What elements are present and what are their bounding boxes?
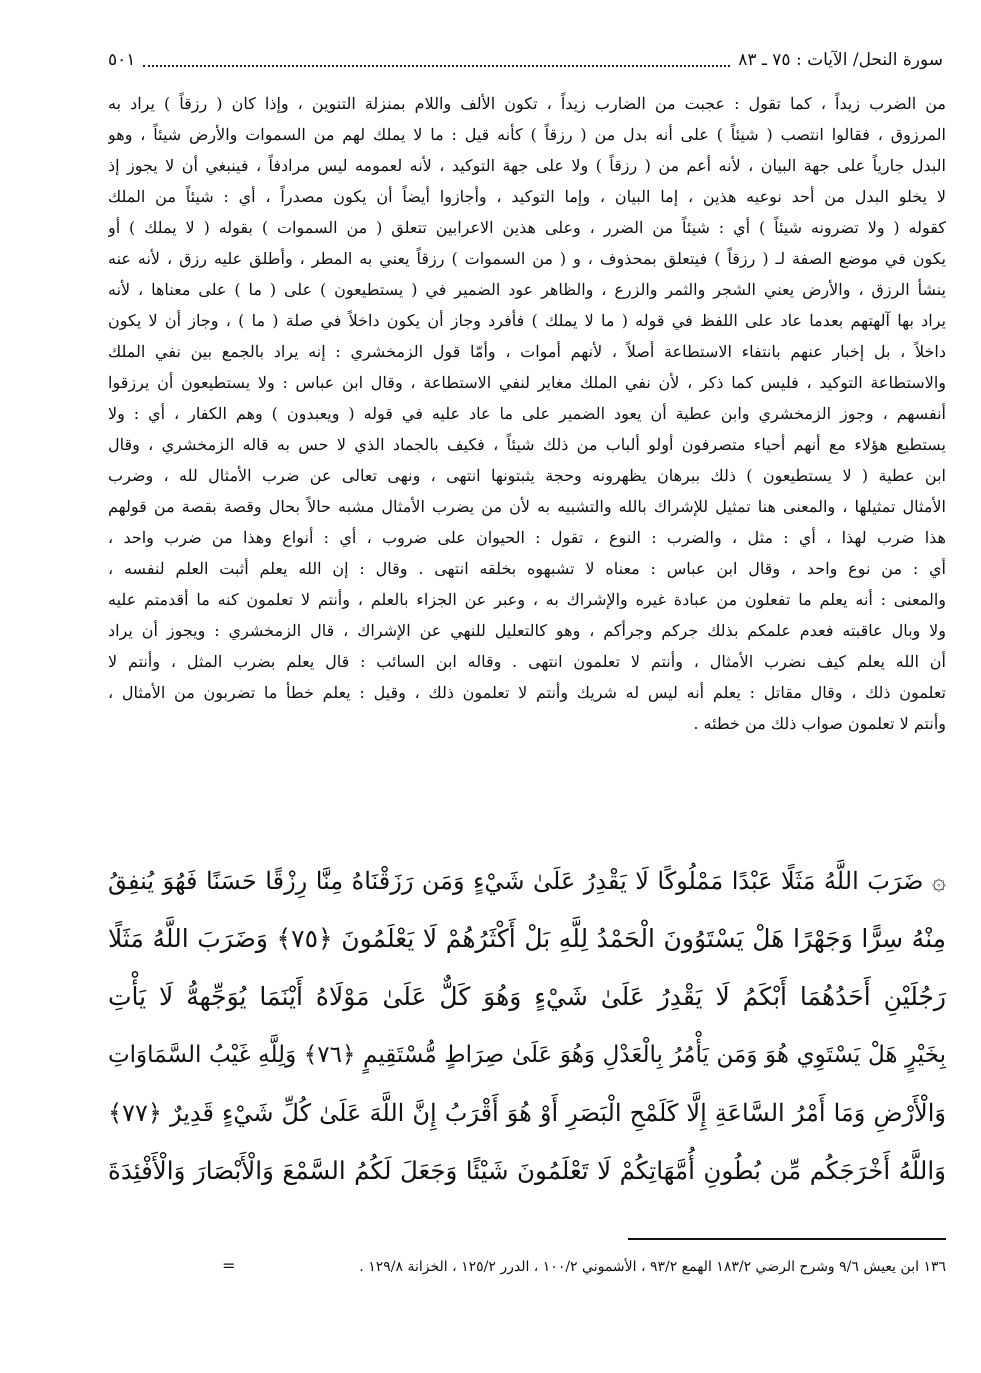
text-line: لا يخلو البدل من أحد نوعيه هذين ، إما البيان ، وإما التوكيد ، وأجازوا أيضاً أن يكون مصدراً ، أي : شيئاً من الملك [108, 187, 946, 206]
text-line: داخلاً ، بل إخبار عنهم بانتفاء الاستطاعة أصلاً ، لأنهم أموات ، وأمّا قول الزمخشري : إنه يراد بالجمع بين نفي الملك [108, 342, 946, 361]
footnote-divider [628, 1238, 946, 1240]
text-line: الأمثال تمثيلها ، والمعنى هنا تمثيل للإشراك بالله والتشبيه به لأن من يضرب الأمثال مشبه حالاً بحال وقصة بقصة من قولهم [108, 497, 946, 516]
text-line: يكون في موضع الصفة لـ ( رزقاً ) فيتعلق بمحذوف ، و ( من السموات ) رزقاً يعني به المطر ، وأطلق عليه رزق ، لأنه عنه [108, 249, 946, 268]
text-line: والمعنى : أنه يعلم ما تفعلون من عبادة غيره والإشراك به ، وعبر عن الجزاء بالعلم ، وأنتم لا تعلمون كنه ما أقدمتم عليه [108, 590, 946, 609]
text-line: البدل جارياً على جهة البيان ، لأنه أعم من ( رزقاً ) ولا على جهة التوكيد ، لأنه لعمومه ليس مرادفاً ، فينبغي أن لا يجوز إذ [108, 156, 946, 175]
text-line: والاستطاعة التوكيد ، فليس كما ذكر ، لأن نفي الملك مغاير لنفي الاستطاعة ، وقال ابن عباس : ولا يستطيعون أن يرزقوا [108, 373, 946, 392]
verse-line: وَالْأَرْضِ وَمَا أَمْرُ السَّاعَةِ إِلَّا كَلَمْحِ الْبَصَرِ أَوْ هُوَ أَقْرَبُ إِنَّ اللَّهَ عَلَىٰ كُلِّ شَيْءٍ قَدِيرٌ ﴿٧٧﴾ [108, 1099, 946, 1127]
text-line: من الضرب زيداً ، كما تقول : عجبت من الضارب زيداً ، تكون الألف واللام بمنزلة التنوين ، وإذا كان ( رزقاً ) يراد به [108, 94, 946, 113]
text-line: أن الله يعلم كيف نضرب الأمثال ، وأنتم لا تعلمون انتهى . وقاله ابن السائب : قال يعلم بضرب المثل ، وأنتم لا [108, 652, 946, 671]
text-line: ابن عطية ( لا يستطيعون ) ذلك ببرهان يظهرونه وحجة يثبتونها انتهى ، ونهى تعالى عن ضرب الأمثال لله ، وضرب [108, 466, 946, 485]
footnote: ١٣٦ ابن يعيش ٩/٦ وشرح الرضي ١٨٣/٢ الهمع ٩٣/٢ ، الأشموني ١٠٠/٢ ، الدرر ١٢٥/٢ ، الخزانة ١٢٩/٨ . [359, 1259, 946, 1275]
text-line: المرزوق ، فقالوا انتصب ( شيئاً ) على أنه بدل من ( رزقاً ) كأنه قيل : ما لا يملك لهم من السموات والأرض شيئاً ، وهو [108, 125, 946, 144]
text-line: يستطيع هؤلاء مع أنهم أحياء متصرفون أولو ألباب من ذلك شيئاً ، فكيف بالجماد الذي لا حس به قاله الزمخشري ، وقال [108, 435, 946, 454]
text-line: كقوله ( ولا تضرونه شيئاً ) أي : شيئاً من الضرر ، وعلى هذين الاعرابين تتعلق ( من السموات ) بقوله ( لا يملك ) أو [108, 218, 946, 237]
page-number: ٥٠١ [108, 50, 136, 70]
commentary-text [108, 88, 946, 739]
page-header [108, 38, 943, 82]
text-line: أي : من نوع واحد ، وقال ابن عباس : معناه لا تشبهوه بخلقه انتهى . وقال : إن الله يعلم أثبت العلم لنفسه ، [108, 559, 946, 578]
text-line: يراد بها آلهتهم بعدما عاد على اللفظ في قوله ( ما لا يملك ) فأفرد وجاز أن يكون داخلاً في صلة ( ما ) ، وجاز أن لا يكون [108, 311, 946, 330]
verse-line: بِخَيْرٍ هَلْ يَسْتَوِي هُوَ وَمَن يَأْمُرُ بِالْعَدْلِ وَهُوَ عَلَىٰ صِرَاطٍ مُّسْتَقِيمٍ ﴿٧٦﴾ وَلِلَّهِ غَيْبُ السَّمَاوَاتِ [108, 1042, 946, 1068]
chapter-title: سورة النحل/ الآيات : ٧٥ ـ ٨٣ [738, 50, 943, 70]
header-leader-dots [143, 53, 730, 67]
footnote-continuation-mark: = [222, 1256, 236, 1275]
verse-line: مِنْهُ سِرًّا وَجَهْرًا هَلْ يَسْتَوُونَ الْحَمْدُ لِلَّهِ بَلْ أَكْثَرُهُمْ لَا يَعْلَمُونَ ﴿٧٥﴾ وَضَرَبَ اللَّهُ مَثَلًا [108, 924, 946, 953]
quran-verses [108, 852, 946, 1200]
text-line: تعلمون ذلك ، وقال مقاتل : يعلم أنه ليس له شريك وأنتم لا تعلمون ذلك ، وقيل : يعلم خطأ ما تضربون من الأمثال ، [108, 683, 946, 702]
text-line: أنفسهم ، وجوز الزمخشري وابن عطية أن يعود الضمير على ما عاد عليه في قوله ( ويعبدون ) وهم الكفار ، أي : ولا [108, 404, 946, 423]
text-line: ولا وبال عاقبته فعدم علمكم بذلك جركم وجرأكم ، وهو كالتعليل للنهي عن الإشراك ، قال الزمخشري : ويجوز أن يراد [108, 621, 946, 640]
verse-line: رَجُلَيْنِ أَحَدُهُمَا أَبْكَمُ لَا يَقْدِرُ عَلَىٰ شَيْءٍ وَهُوَ كَلٌّ عَلَىٰ مَوْلَاهُ أَيْنَمَا يُوَجِّههُّ لَا يَأْتِ [108, 982, 946, 1011]
text-line: هذا ضرب لهذا ، أي : مثل ، والضرب : النوع ، تقول : الحيوان على ضروب ، أي : أنواع وهذا من ضرب واحد ، [108, 528, 946, 547]
text-line: وأنتم لا تعلمون صواب ذلك من خطئه . [693, 714, 946, 733]
verse-line: وَاللَّهُ أَخْرَجَكُم مِّن بُطُونِ أُمَّهَاتِكُمْ لَا تَعْلَمُونَ شَيْئًا وَجَعَلَ لَكُمُ السَّمْعَ وَالْأَبْصَارَ وَالْأَفْئِدَةَ [108, 1156, 946, 1185]
verse-line: ۞ ضَرَبَ اللَّهُ مَثَلًا عَبْدًا مَمْلُوكًا لَا يَقْدِرُ عَلَىٰ شَيْءٍ وَمَن رَزَقْنَاهُ مِنَّا رِزْقًا حَسَنًا فَهُوَ يُنفِقُ [108, 867, 946, 895]
text-line: ينشأ الرزق ، والأرض يعني الشجر والثمر والزرع ، والظاهر عود الضمير في ( يستطيعون ) على ( ما ) على معناها ، لأنه [108, 280, 946, 299]
